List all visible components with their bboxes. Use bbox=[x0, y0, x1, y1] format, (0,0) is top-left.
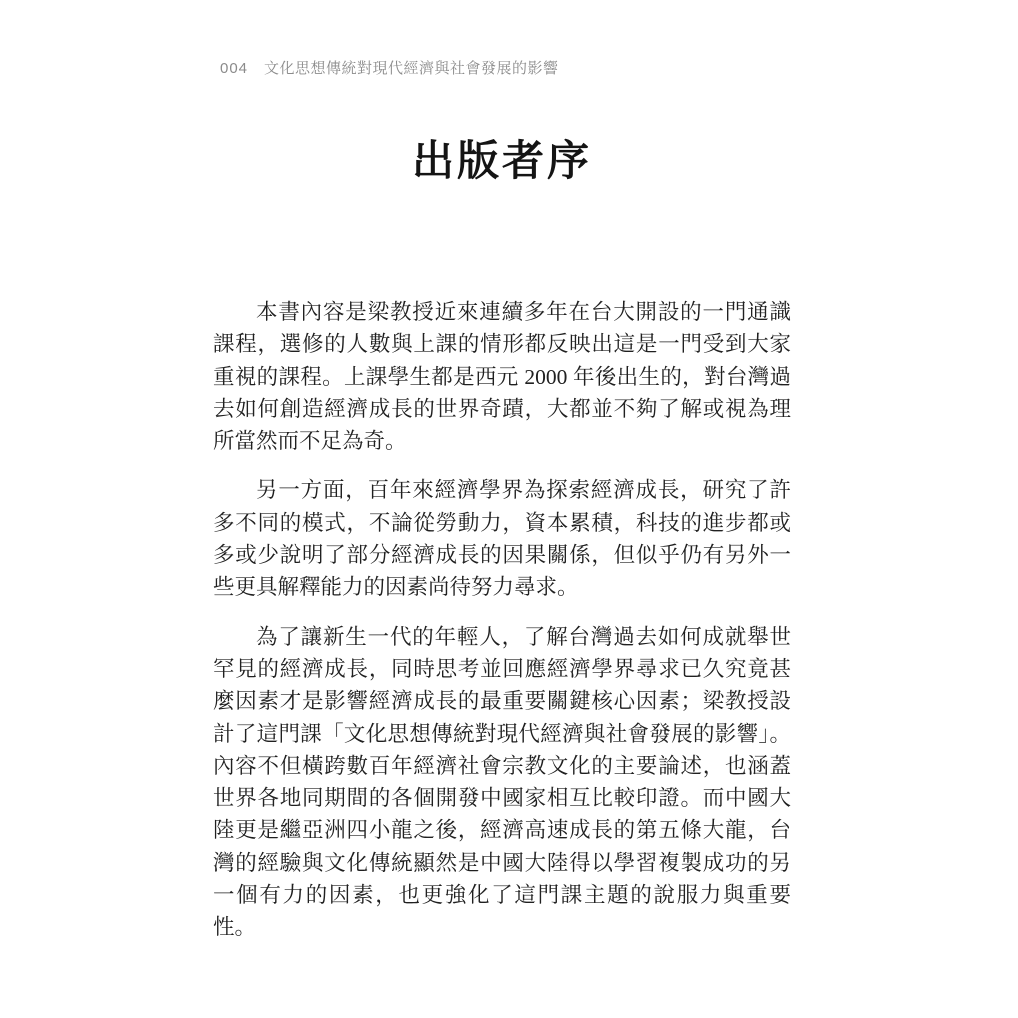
body-text-block bbox=[213, 296, 791, 944]
paragraph-1: 本書內容是梁教授近來連續多年在台大開設的一門通識課程，選修的人數與上課的情形都反映出這是一門受到大家重視的課程。上課學生都是西元 2000 年後出生的，對台灣過去如何創造經濟成長的世界奇蹟，大都並不夠了解或視為理所當然而不足為奇。 bbox=[213, 300, 791, 454]
running-title: 文化思想傳統對現代經濟與社會發展的影響 bbox=[264, 60, 559, 77]
paragraph-2: 另一方面，百年來經濟學界為探索經濟成長，研究了許多不同的模式，不論從勞動力，資本累積，科技的進步都或多或少說明了部分經濟成長的因果關係，但似乎仍有另外一些更具解釋能力的因素尚待努力尋求。 bbox=[213, 478, 791, 600]
page-number: 004 bbox=[220, 60, 249, 77]
paragraph-3: 為了讓新生一代的年輕人，了解台灣過去如何成就舉世罕見的經濟成長，同時思考並回應經濟學界尋求已久究竟甚麼因素才是影響經濟成長的最重要關鍵核心因素；梁教授設計了這門課「文化思想傳統對現代經濟與社會發展的影響」。內容不但橫跨數百年經濟社會宗教文化的主要論述，也涵蓋世界各地同期間的各個開發中國家相互比較印證。而中國大陸更是繼亞洲四小龍之後，經濟高速成長的第五條大龍，台灣的經驗與文化傳統顯然是中國大陸得以學習複製成功的另一個有力的因素，也更強化了這門課主題的說服力與重要性。 bbox=[213, 624, 791, 940]
section-title: 出版者序 bbox=[411, 139, 592, 185]
running-header bbox=[220, 57, 559, 78]
